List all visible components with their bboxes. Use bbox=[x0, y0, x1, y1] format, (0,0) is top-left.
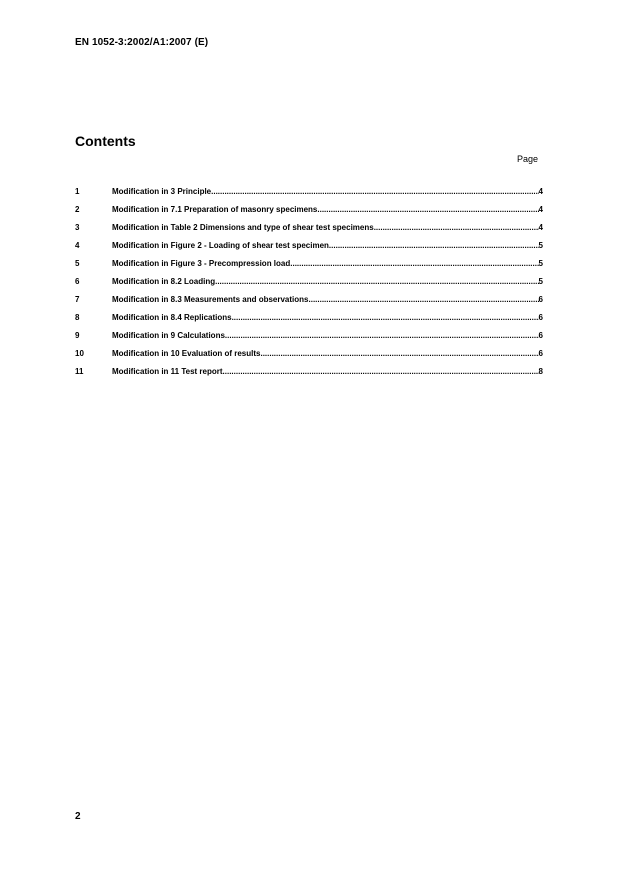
toc-entry-title: Modification in Figure 2 - Loading of shear test specimen bbox=[112, 241, 329, 250]
toc-entry-number: 7 bbox=[75, 295, 80, 304]
toc-entry-page: 4 bbox=[538, 187, 543, 196]
toc-entry-number: 11 bbox=[75, 367, 84, 376]
toc-entry-9[interactable] bbox=[75, 331, 543, 349]
toc-entry-3[interactable] bbox=[75, 223, 543, 241]
toc-entry-page: 6 bbox=[538, 349, 543, 358]
toc-dot-leader bbox=[215, 277, 538, 286]
toc-entry-page: 4 bbox=[538, 223, 543, 232]
toc-entry-page: 5 bbox=[538, 277, 543, 286]
toc-entry-6[interactable] bbox=[75, 277, 543, 295]
toc-entry-number: 6 bbox=[75, 277, 80, 286]
toc-dot-leader bbox=[232, 313, 539, 322]
page-column-label: Page bbox=[516, 154, 538, 164]
toc-dot-leader bbox=[317, 205, 538, 214]
toc-entry-title: Modification in 8.2 Loading bbox=[112, 277, 216, 286]
toc-entry-title: Modification in 3 Principle bbox=[112, 187, 212, 196]
toc-entry-7[interactable] bbox=[75, 295, 543, 313]
toc-entry-5[interactable] bbox=[75, 259, 543, 277]
toc-entry-page: 4 bbox=[538, 205, 543, 214]
toc-entry-number: 2 bbox=[75, 205, 80, 214]
toc-entry-10[interactable] bbox=[75, 349, 543, 367]
toc-entry-number: 4 bbox=[75, 241, 80, 250]
table-of-contents bbox=[75, 187, 543, 385]
toc-entry-page: 6 bbox=[538, 331, 543, 340]
toc-entry-title: Modification in 11 Test report bbox=[112, 367, 223, 376]
toc-entry-number: 9 bbox=[75, 331, 80, 340]
toc-entry-1[interactable] bbox=[75, 187, 543, 205]
toc-entry-page: 6 bbox=[538, 313, 543, 322]
toc-entry-number: 10 bbox=[75, 349, 84, 358]
toc-entry-8[interactable] bbox=[75, 313, 543, 331]
contents-heading: Contents bbox=[75, 133, 136, 149]
toc-entry-4[interactable] bbox=[75, 241, 543, 259]
toc-dot-leader bbox=[211, 187, 538, 196]
toc-dot-leader bbox=[260, 349, 538, 358]
toc-dot-leader bbox=[374, 223, 539, 232]
toc-entry-page: 5 bbox=[538, 259, 543, 268]
toc-entry-title: Modification in Figure 3 - Precompression load bbox=[112, 259, 291, 268]
toc-entry-title: Modification in 8.3 Measurements and observations bbox=[112, 295, 309, 304]
toc-entry-11[interactable] bbox=[75, 367, 543, 385]
toc-dot-leader bbox=[223, 367, 539, 376]
toc-entry-title: Modification in 7.1 Preparation of masonry specimens bbox=[112, 205, 318, 214]
toc-entry-title: Modification in 9 Calculations bbox=[112, 331, 225, 340]
toc-entry-title: Modification in 10 Evaluation of results bbox=[112, 349, 261, 358]
toc-entry-number: 8 bbox=[75, 313, 80, 322]
toc-entry-2[interactable] bbox=[75, 205, 543, 223]
toc-entry-number: 3 bbox=[75, 223, 80, 232]
toc-entry-title: Modification in Table 2 Dimensions and type of shear test specimens bbox=[112, 223, 374, 232]
toc-entry-page: 8 bbox=[538, 367, 543, 376]
toc-dot-leader bbox=[290, 259, 538, 268]
toc-entry-title: Modification in 8.4 Replications bbox=[112, 313, 232, 322]
toc-dot-leader bbox=[309, 295, 539, 304]
toc-entry-number: 1 bbox=[75, 187, 80, 196]
page-number: 2 bbox=[75, 811, 81, 822]
toc-dot-leader bbox=[225, 331, 539, 340]
toc-entry-number: 5 bbox=[75, 259, 80, 268]
standard-reference-header: EN 1052-3:2002/A1:2007 (E) bbox=[75, 37, 209, 48]
toc-entry-page: 6 bbox=[538, 295, 543, 304]
toc-dot-leader bbox=[329, 241, 539, 250]
toc-entry-page: 5 bbox=[538, 241, 543, 250]
